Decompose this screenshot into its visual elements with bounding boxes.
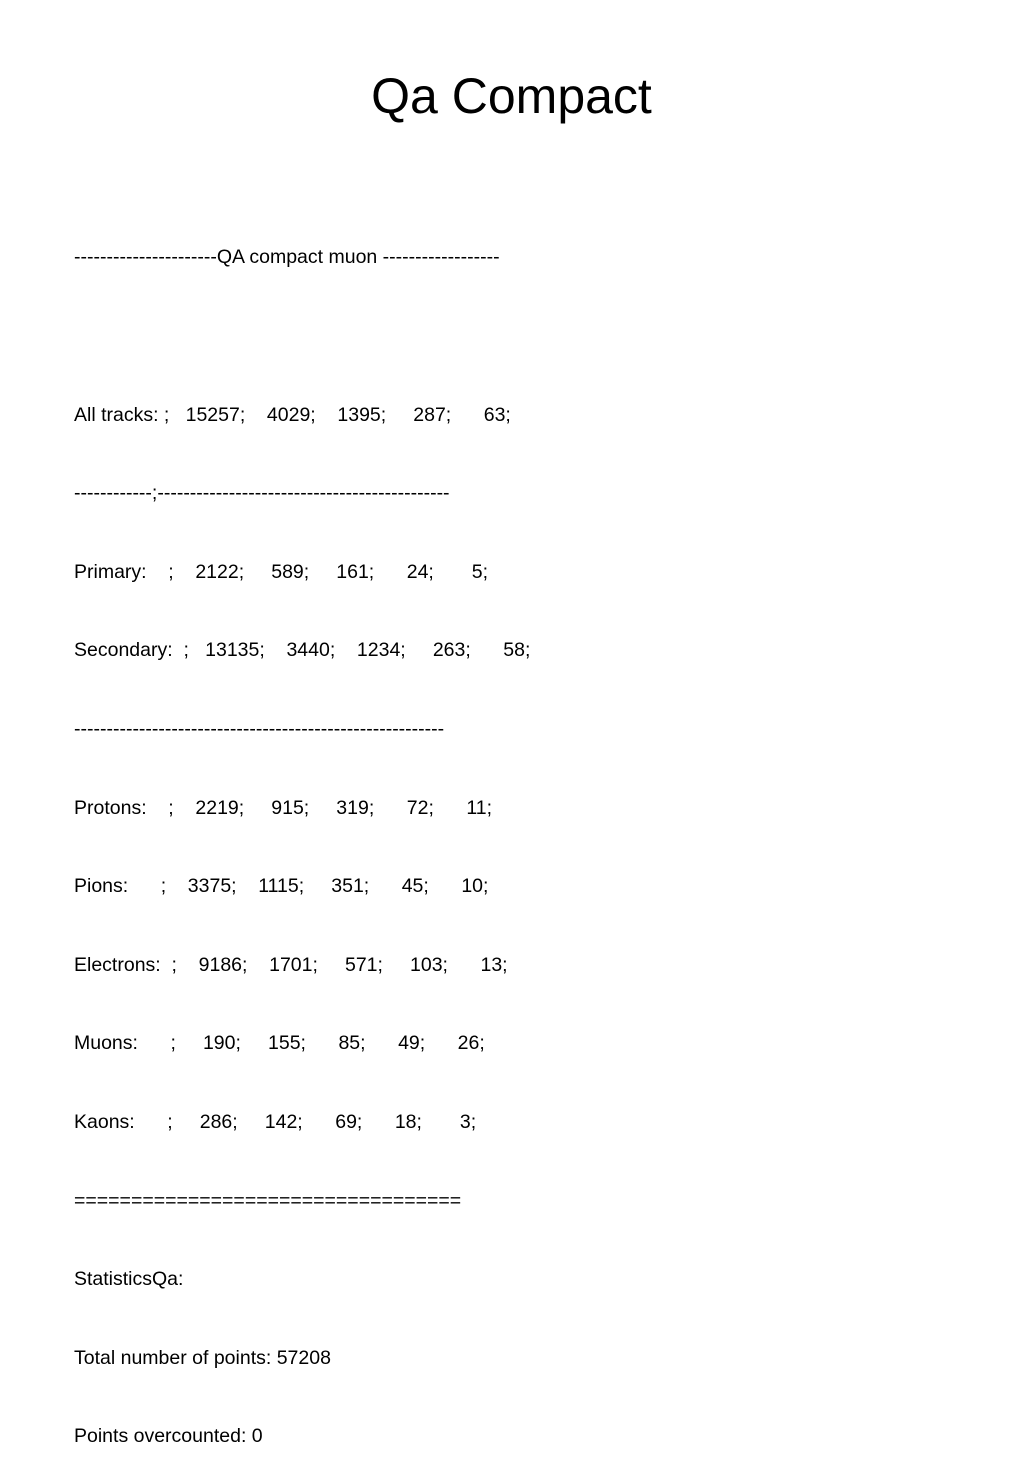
qa-header-line: ----------------------QA compact muon ------------------	[74, 246, 500, 269]
separator-line: ------------;---------------------------------------------	[74, 482, 450, 505]
electrons-row: Electrons: ; 9186; 1701; 571; 103; 13;	[74, 953, 508, 976]
statistics-heading: StatisticsQa:	[74, 1268, 184, 1291]
overcounted-points-line: Points overcounted: 0	[74, 1425, 263, 1448]
slide-title: Qa Compact	[371, 68, 652, 124]
blank-line	[74, 323, 974, 349]
qa-output-text	[74, 192, 974, 1476]
total-points-line: Total number of points: 57208	[74, 1346, 331, 1369]
secondary-row: Secondary: ; 13135; 3440; 1234; 263; 58;	[74, 639, 531, 662]
pions-row: Pions: ; 3375; 1115; 351; 45; 10;	[74, 875, 489, 898]
double-separator-line: ==================================	[74, 1189, 462, 1212]
protons-row: Protons: ; 2219; 915; 319; 72; 11;	[74, 796, 493, 819]
separator-line: ---------------------------------------------------------	[74, 717, 445, 740]
primary-row: Primary: ; 2122; 589; 161; 24; 5;	[74, 560, 489, 583]
all-tracks-row: All tracks: ; 15257; 4029; 1395; 287; 63;	[74, 403, 511, 426]
muons-row: Muons: ; 190; 155; 85; 49; 26;	[74, 1032, 485, 1055]
kaons-row: Kaons: ; 286; 142; 69; 18; 3;	[74, 1110, 477, 1133]
